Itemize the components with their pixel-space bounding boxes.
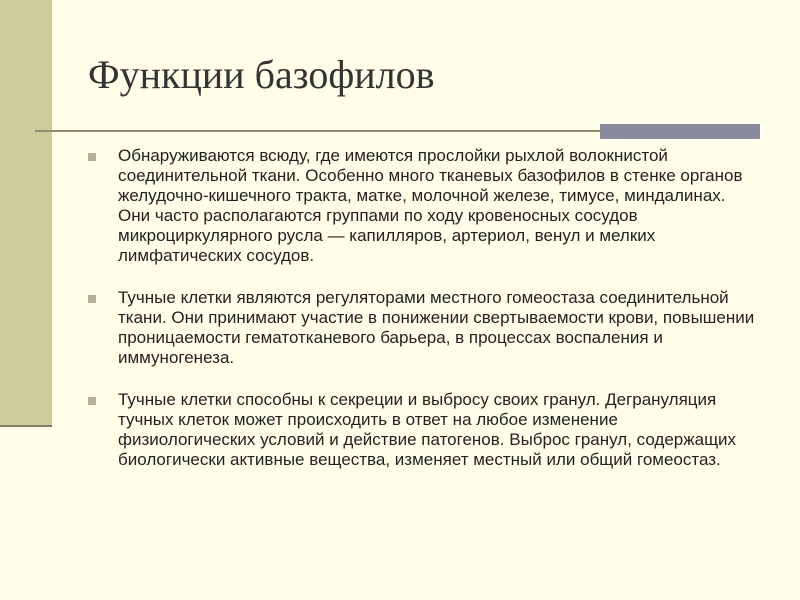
bullet-text: Обнаруживаются всюду, где имеются прослойки рыхлой волокнистой соединительной ткани. Особенно много тканевых базофилов в стенке органов желудочно-кишечного тракта, матке, молочной железе, тимусе, миндалинах. Они часто располагаются группами по ходу кровеносных сосудов микроциркулярного русла — капилляров, артериол, венул и мелких лимфатических сосудов. [118,146,743,265]
bullet-item [88,288,758,368]
title-divider-accent [600,124,760,139]
side-accent-underline [0,425,52,427]
side-accent-bar [0,0,52,427]
square-bullet-icon [88,397,96,405]
square-bullet-icon [88,295,96,303]
bullet-list [88,146,758,492]
bullet-item [88,390,758,470]
square-bullet-icon [88,153,96,161]
bullet-item [88,146,758,266]
bullet-text: Тучные клетки способны к секреции и выбросу своих гранул. Дегрануляция тучных клеток может происходить в ответ на любое изменение физиологических условий и действие патогенов. Выброс гранул, содержащих биологически активные вещества, изменяет местный или общий гомеостаз. [118,390,737,469]
bullet-text: Тучные клетки являются регуляторами местного гомеостаза соединительной ткани. Они принимают участие в понижении свертываемости крови, повышении проницаемости гематотканевого барьера, в процессах воспаления и иммуногенеза. [118,288,755,367]
slide-title: Функции базофилов [88,52,435,97]
